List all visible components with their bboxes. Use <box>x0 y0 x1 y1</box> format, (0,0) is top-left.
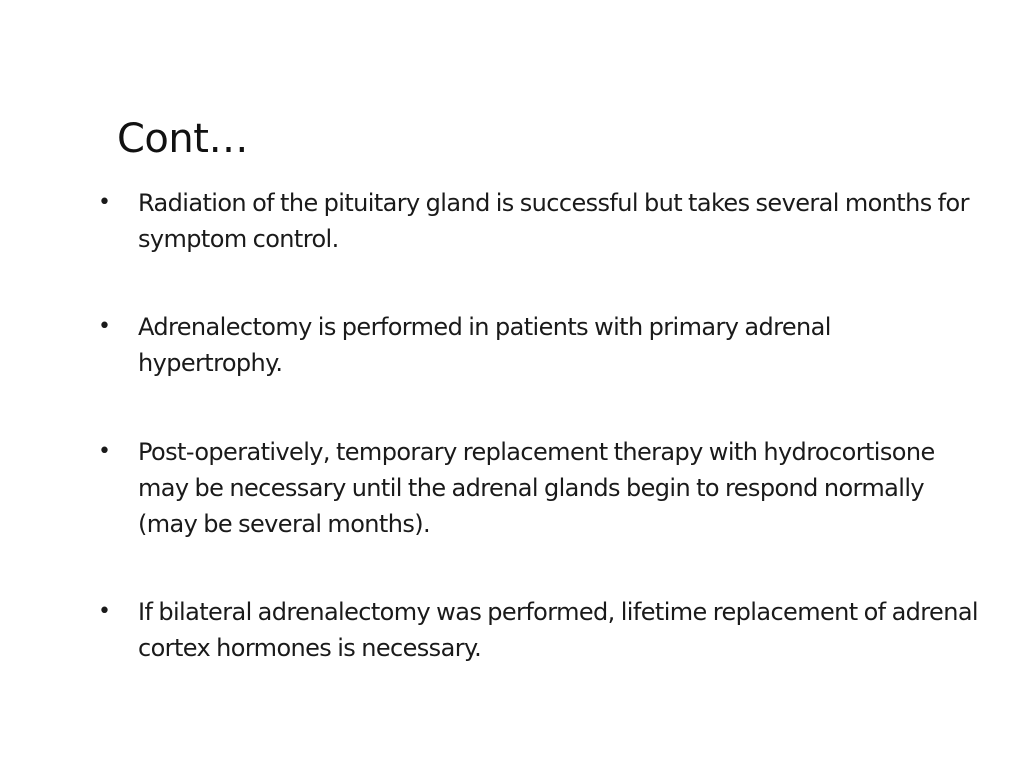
bullet-text: If bilateral adrenalectomy was performed, lifetime replacement of adrenal cortex hormones is necessary. <box>138 598 978 662</box>
slide-title: Cont… <box>117 116 248 162</box>
bullet-dot-icon: • <box>98 190 111 215</box>
bullet-text: Radiation of the pituitary gland is successful but takes several months for symptom control. <box>138 189 969 253</box>
bullet-text: Post-operatively, temporary replacement therapy with hydrocortisone may be necessary until the adrenal glands begin to respond normally (may be several months). <box>138 438 935 538</box>
bullet-dot-icon: • <box>98 439 111 464</box>
bullet-dot-icon: • <box>98 314 111 339</box>
bullet-text: Adrenalectomy is performed in patients with primary adrenal hypertrophy. <box>138 313 831 377</box>
bullet-dot-icon: • <box>98 599 111 624</box>
